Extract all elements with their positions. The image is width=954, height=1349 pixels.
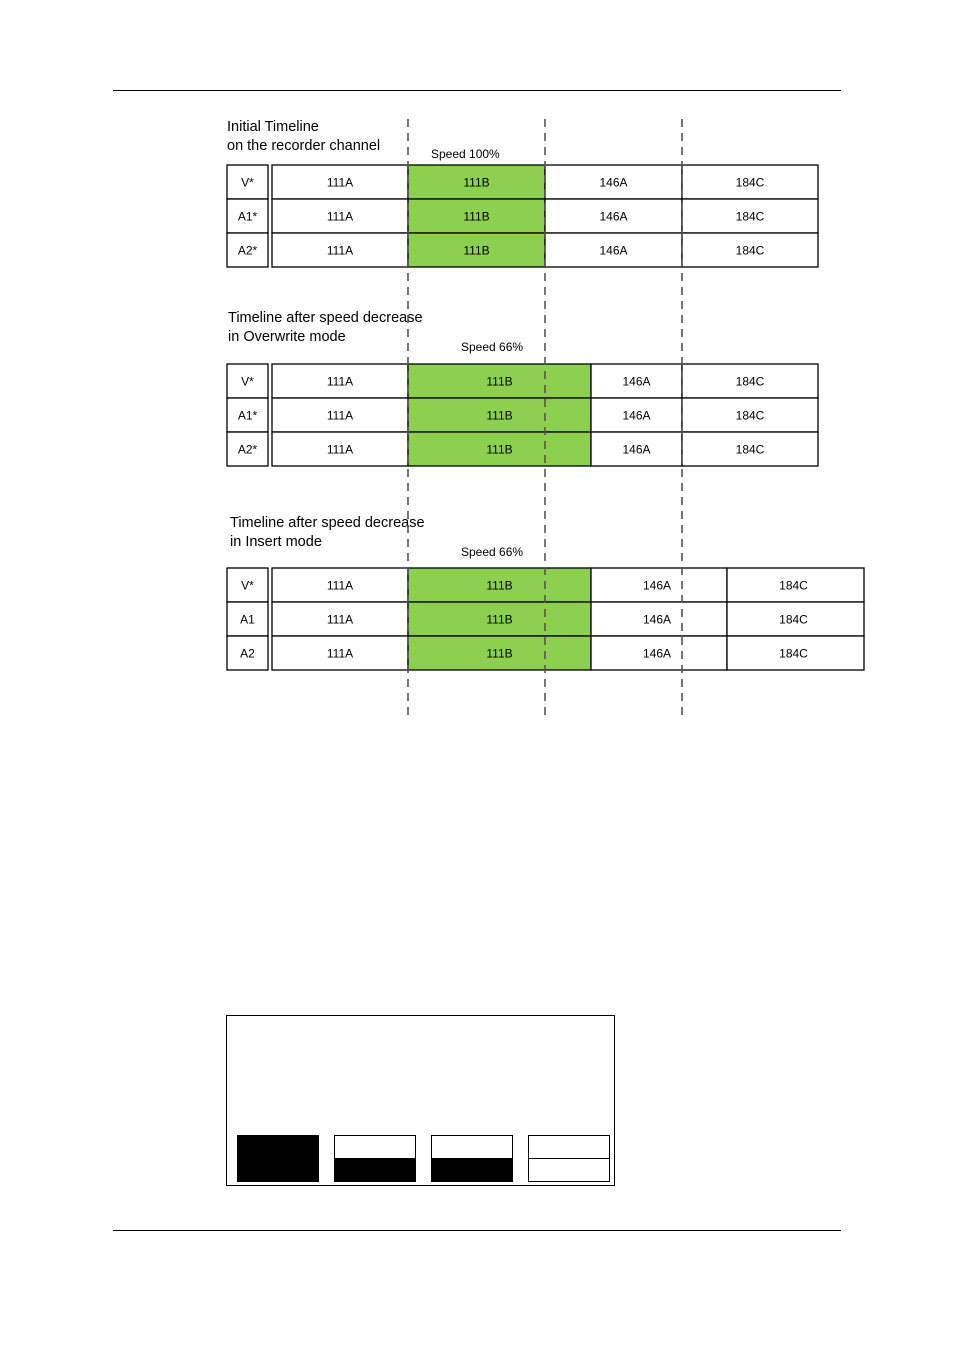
section-2-clip-label: 111B — [486, 408, 513, 423]
section-3-clip-label: 184C — [779, 612, 808, 627]
panel-button-2-lower — [335, 1158, 415, 1182]
section-2-clip-label: 111B — [486, 374, 513, 389]
section-1-clip-label: 111B — [463, 209, 490, 224]
section-1-clip-label: 184C — [735, 175, 765, 190]
section-3-clip-label: 146A — [642, 612, 672, 627]
section-3-clip-label: 111B — [486, 646, 513, 661]
section-2-clip-label: 184C — [735, 374, 765, 389]
section-1-clip-label: 146A — [599, 209, 628, 224]
section-3-clip-label: 146A — [642, 578, 672, 593]
button-panel — [226, 1015, 615, 1186]
panel-button-3[interactable] — [431, 1135, 513, 1182]
section-1-clip-label: 146A — [599, 175, 628, 190]
section-1-track-label: A1* — [237, 209, 258, 224]
section-3-clip-label: 184C — [779, 578, 808, 593]
section-1-clip-label: 184C — [735, 209, 765, 224]
section-1-clip-label: 146A — [599, 243, 628, 258]
section-2-title-line-1: Timeline after speed decrease — [228, 310, 423, 326]
panel-button-1-upper — [238, 1136, 318, 1158]
panel-button-4-lower — [529, 1158, 609, 1182]
section-1-clip-label: 111B — [463, 175, 490, 190]
section-2-track-label: A2* — [237, 442, 258, 457]
section-2-title-line-2: in Overwrite mode — [228, 329, 346, 345]
section-3-clip-label: 146A — [642, 646, 672, 661]
section-1-speed-label: Speed 100% — [431, 147, 500, 161]
section-2-clip-label: 111A — [326, 408, 354, 423]
section-2-clip-label: 146A — [622, 374, 651, 389]
section-2-clip-label: 146A — [622, 408, 651, 423]
section-1-clip-label: 111A — [326, 209, 354, 224]
section-2-clip-label: 111A — [326, 374, 354, 389]
section-1-title-line-1: Initial Timeline — [227, 119, 319, 135]
section-3-clip-label: 111A — [326, 612, 354, 627]
section-1-track-label: V* — [241, 175, 254, 190]
section-2-speed-label: Speed 66% — [461, 340, 524, 354]
panel-button-4[interactable] — [528, 1135, 610, 1182]
panel-button-4-upper — [529, 1136, 609, 1158]
section-1-clip-label: 111B — [463, 243, 490, 258]
section-3-track-label: V* — [241, 578, 254, 593]
section-2-clip-label: 184C — [735, 442, 765, 457]
panel-button-3-lower — [432, 1158, 512, 1182]
section-3-track-label: A1 — [240, 612, 255, 627]
section-2-clip-label: 184C — [735, 408, 765, 423]
section-2-track-label: V* — [241, 374, 254, 389]
panel-button-2-upper — [335, 1136, 415, 1158]
panel-button-3-upper — [432, 1136, 512, 1158]
panel-button-1-lower — [238, 1158, 318, 1182]
section-3-clip-label: 111A — [326, 646, 354, 661]
section-2-track-label: A1* — [237, 408, 258, 423]
section-2-clip-label: 111A — [326, 442, 354, 457]
section-3-title-line-1: Timeline after speed decrease — [230, 515, 425, 531]
section-3-clip-label: 111B — [486, 612, 513, 627]
section-3-title-line-2: in Insert mode — [230, 534, 322, 550]
section-3-speed-label: Speed 66% — [461, 545, 524, 559]
section-3-clip-label: 111A — [326, 578, 354, 593]
section-3-clip-label: 111B — [486, 578, 513, 593]
section-1-clip-label: 184C — [735, 243, 765, 258]
section-1-clip-label: 111A — [326, 243, 354, 258]
section-2-clip-label: 111B — [486, 442, 513, 457]
footer-rule — [113, 1230, 841, 1231]
section-3-clip-label: 184C — [779, 646, 808, 661]
section-3-track-label: A2 — [240, 646, 255, 661]
panel-button-1[interactable] — [237, 1135, 319, 1182]
section-1-clip-label: 111A — [326, 175, 354, 190]
section-1-title-line-2: on the recorder channel — [227, 138, 381, 154]
section-1-track-label: A2* — [237, 243, 258, 258]
section-2-clip-label: 146A — [622, 442, 651, 457]
panel-button-2[interactable] — [334, 1135, 416, 1182]
